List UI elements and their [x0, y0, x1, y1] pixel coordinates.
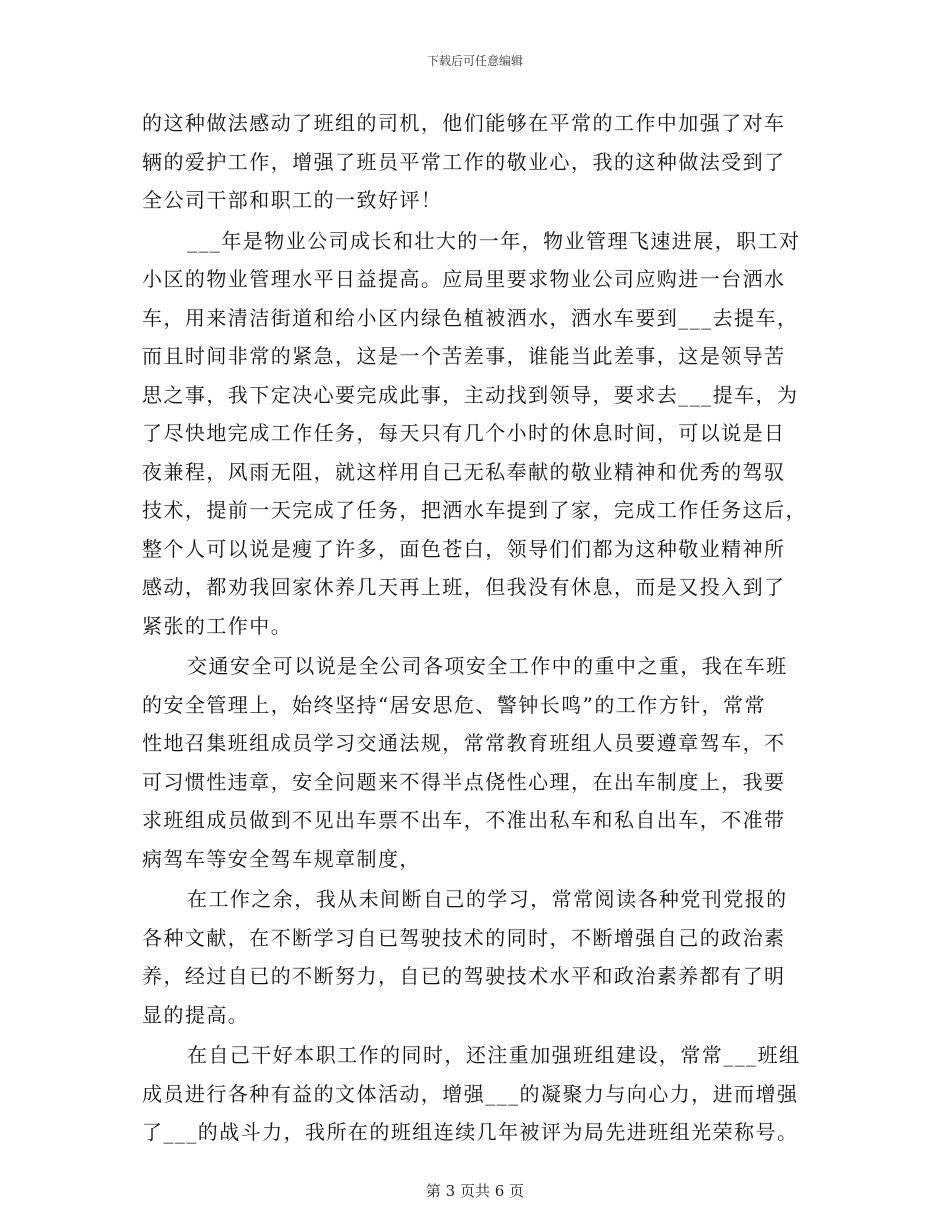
text-line: 车，用来清洁街道和给小区内绿色植被洒水，洒水车要到___去提车， [142, 305, 799, 330]
text-line: 了___的战斗力，我所在的班组连续几年被评为局先进班组光荣称号。 [142, 1120, 799, 1144]
text-line: 在自己干好本职工作的同时，还注重加强班组建设，常常___班组 [187, 1043, 801, 1067]
paragraph-team-building [142, 1036, 807, 1152]
text-line: 求班组成员做到不见出车票不出车，不准出私车和私自出车，不准带 [142, 808, 786, 832]
text-line: 紧张的工作中。 [142, 613, 293, 638]
text-line: 整个人可以说是瘦了许多，面色苍白，领导们们都为这种敬业精神所 [142, 536, 786, 561]
text-line: 感动，都劝我回家休养几天再上班，但我没有休息，而是又投入到了 [142, 575, 786, 599]
text-line: 全公司干部和职工的一致好评！ [142, 188, 443, 212]
text-line: 养，经过自已的不断努力，自已的驾驶技术水平和政治素养都有了明 [142, 964, 786, 988]
text-line: ___年是物业公司成长和壮大的一年，物业管理飞速进展，职工对 [187, 228, 801, 253]
text-line: 小区的物业管理水平日益提高。应局里要求物业公司应购进一台洒水 [142, 267, 786, 291]
text-line: 了尽快地完成工作任务，每天只有几个小时的休息时间，可以说是日 [142, 421, 786, 445]
text-line: 可习惯性违章，安全问题来不得半点侥性心理，在出车制度上，我要 [142, 769, 786, 794]
text-line: 交通安全可以说是全公司各项安全工作中的重中之重，我在车班 [187, 654, 788, 678]
page-number: 第 3 页共 6 页 [425, 1182, 525, 1200]
page-header: 下载后可任意编辑 [426, 54, 523, 68]
text-line: 思之事，我下定决心要完成此事，主动找到领导，要求去___提车，为 [142, 382, 799, 407]
text-line: 而且时间非常的紧急，这是一个苦差事，谁能当此差事，这是领导苦 [142, 344, 786, 368]
paragraph-sprinkler-truck [142, 222, 807, 646]
text-line: 辆的爱护工作，增强了班员平常工作的敬业心，我的这种做法受到了 [142, 149, 786, 174]
paragraph-self-study [142, 880, 807, 1034]
paragraph-traffic-safety [142, 647, 807, 878]
document-body [142, 104, 807, 1152]
text-line: 的安全管理上，始终坚持“居安思危、警钟长鸣”的工作方针，常常 [142, 692, 766, 717]
text-line: 显的提高。 [142, 1002, 250, 1027]
text-line: 夜兼程，风雨无阻，就这样用自己无私奉献的敬业精神和优秀的驾驭 [142, 459, 786, 484]
text-line: 各种文献，在不断学习自已驾驶技术的同时，不断增强自己的政治素 [142, 925, 786, 950]
paragraph-continuation [142, 104, 807, 220]
text-line: 性地召集班组成员学习交通法规，常常教育班组人员要遵章驾车，不 [142, 731, 786, 755]
text-line: 病驾车等安全驾车规章制度， [142, 846, 421, 871]
text-line: 成员进行各种有益的文体活动，增强___的凝聚力与向心力，进而增强 [142, 1081, 799, 1106]
text-line: 的这种做法感动了班组的司机，他们能够在平常的工作中加强了对车 [142, 111, 786, 135]
text-line: 在工作之余，我从未间断自己的学习，常常阅读各种党刊党报的 [187, 887, 788, 911]
text-line: 技术，提前一天完成了任务，把洒水车提到了家，完成工作任务这后， [142, 498, 807, 522]
